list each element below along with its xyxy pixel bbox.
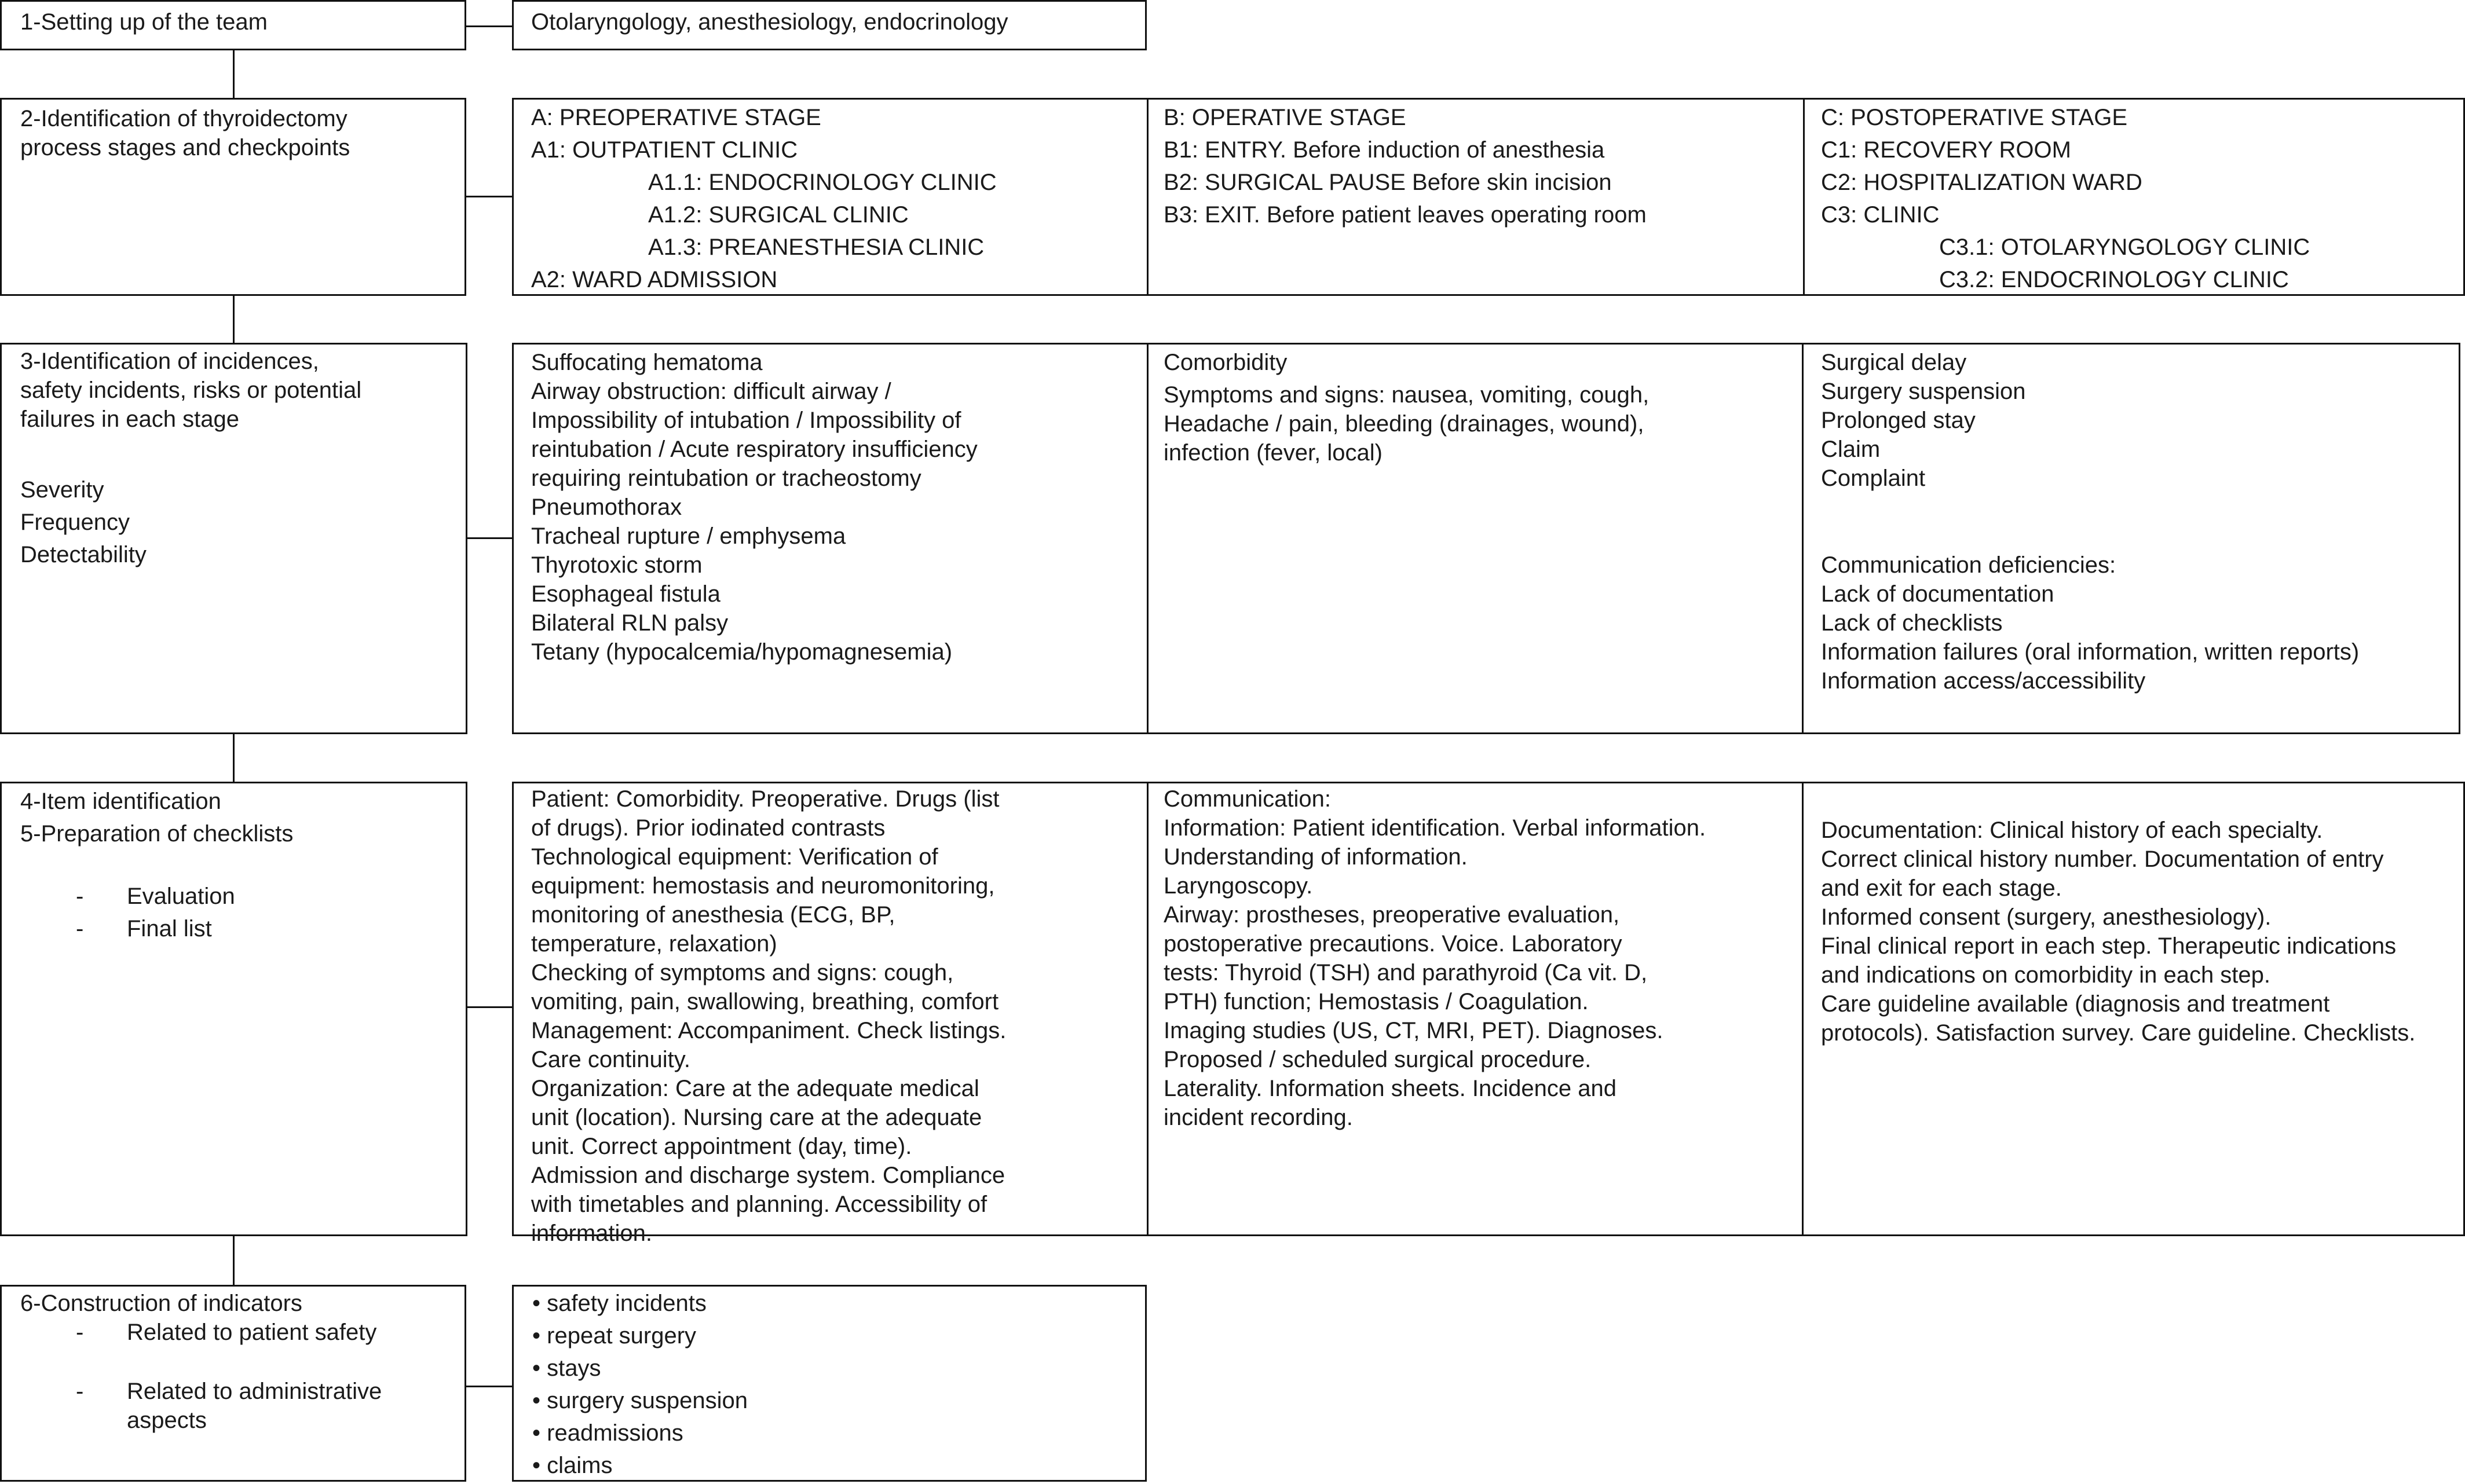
operative-item: B2: SURGICAL PAUSE Before skin incision: [1164, 170, 1612, 195]
items-table: [512, 782, 2465, 1246]
risk-item: Comorbidity: [1164, 350, 1288, 375]
indicators-box: [512, 1285, 1147, 1482]
bullet-icon: •: [532, 1323, 541, 1349]
item-line: Imaging studies (US, CT, MRI, PET). Diagnoses.: [1164, 1018, 1663, 1043]
connector-3-4: [233, 733, 235, 782]
step-2-title-line: 2-Identification of thyroidectomy: [20, 106, 348, 131]
items-col-1: [514, 783, 1147, 1249]
step-3-box: [0, 343, 467, 734]
item-line: vomiting, pain, swallowing, breathing, comfort: [531, 989, 999, 1014]
bullet-icon: •: [532, 1388, 541, 1413]
items-col-2: [1149, 783, 1802, 1133]
risk-item: Surgery suspension: [1821, 379, 2026, 404]
step-4-title-line: 5-Preparation of checklists: [20, 821, 294, 847]
indicator-item: [532, 1321, 1128, 1350]
indicator-category: [2, 1377, 446, 1435]
item-line: Management: Accompaniment. Check listings.: [531, 1018, 1007, 1043]
bullet-icon: •: [532, 1453, 541, 1478]
step-2-title-line: process stages and checkpoints: [20, 135, 350, 160]
risk-item: Claim: [1821, 437, 1881, 462]
clinic-item: A1.1: ENDOCRINOLOGY CLINIC: [648, 170, 997, 195]
connector-4-6: [233, 1235, 235, 1285]
indicator-text: claims: [547, 1453, 613, 1478]
item-line: and indications on comorbidity in each step.: [1821, 962, 2271, 988]
indicator-category-text: Related to administrative: [127, 1379, 382, 1404]
link-risks: [466, 537, 513, 539]
risk-item: Symptoms and signs: nausea, vomiting, cough,: [1164, 382, 1650, 408]
indicator-item: [532, 1289, 1128, 1318]
item-line: unit. Correct appointment (day, time).: [531, 1134, 912, 1159]
item-line: Laterality. Information sheets. Incidence and: [1164, 1076, 1616, 1101]
item-line: Laryngoscopy.: [1164, 873, 1313, 899]
risk-item: Lack of documentation: [1821, 581, 2054, 607]
risk-item: Headache / pain, bleeding (drainages, wound),: [1164, 411, 1644, 437]
criterion: Detectability: [20, 542, 147, 567]
indicator-text: safety incidents: [547, 1291, 707, 1316]
item-line: Proposed / scheduled surgical procedure.: [1164, 1047, 1592, 1072]
dash-item-text: Evaluation: [127, 884, 235, 909]
risk-item: Pneumothorax: [531, 494, 682, 520]
item-line: PTH) function; Hemostasis / Coagulation.: [1164, 989, 1589, 1014]
postoperative-sub-item: C3.1: OTOLARYNGOLOGY CLINIC: [1939, 234, 2310, 260]
connector-1-2: [233, 50, 235, 98]
team-box: [512, 0, 1147, 50]
item-line: Admission and discharge system. Compliance: [531, 1163, 1005, 1188]
item-line: monitoring of anesthesia (ECG, BP,: [531, 902, 895, 928]
item-line: of drugs). Prior iodinated contrasts: [531, 815, 886, 841]
item-line: protocols). Satisfaction survey. Care guideline. Checklists.: [1821, 1020, 2416, 1046]
step-3-title-line: failures in each stage: [20, 406, 240, 432]
postoperative-sub-item: C3.2: ENDOCRINOLOGY CLINIC: [1939, 267, 2289, 292]
item-line: Patient: Comorbidity. Preoperative. Drugs (list: [531, 786, 1000, 812]
risk-item: Information failures (oral information, written reports): [1821, 639, 2360, 665]
indicator-item: [532, 1354, 1128, 1383]
item-line: Informed consent (surgery, anesthesiology).: [1821, 904, 2272, 930]
postoperative-stage-cell: [1805, 100, 2465, 298]
item-line: and exit for each stage.: [1821, 875, 2062, 901]
indicator-text: surgery suspension: [547, 1388, 748, 1413]
operative-item: B1: ENTRY. Before induction of anesthesia: [1164, 137, 1605, 163]
indicator-text: readmissions: [547, 1420, 683, 1446]
item-line: incident recording.: [1164, 1105, 1353, 1130]
item-line: Understanding of information.: [1164, 844, 1468, 870]
operative-item: B3: EXIT. Before patient leaves operating room: [1164, 202, 1647, 228]
criterion: Frequency: [20, 510, 130, 535]
postoperative-item: C3: CLINIC: [1821, 202, 1940, 228]
preoperative-heading: A: PREOPERATIVE STAGE: [531, 105, 821, 130]
clinic-item: A1.2: SURGICAL CLINIC: [648, 202, 909, 228]
risk-item: Impossibility of intubation / Impossibility of: [531, 408, 961, 433]
item-line: Organization: Care at the adequate medical: [531, 1076, 979, 1101]
checklist-dash-item: [2, 914, 447, 943]
step-4-title-line: 4-Item identification: [20, 789, 221, 814]
postoperative-item: C1: RECOVERY ROOM: [1821, 137, 2071, 163]
clinic-item: A1.3: PREANESTHESIA CLINIC: [648, 234, 985, 260]
item-line: Checking of symptoms and signs: cough,: [531, 960, 954, 985]
risk-item: Communication deficiencies:: [1821, 552, 2116, 578]
indicator-text: repeat surgery: [547, 1323, 697, 1349]
outpatient-clinic: A1: OUTPATIENT CLINIC: [531, 137, 798, 163]
risk-item: Complaint: [1821, 466, 1926, 491]
operative-stage-cell: [1149, 100, 1803, 233]
bullet-icon: •: [532, 1355, 541, 1381]
step-3-title-line: 3-Identification of incidences,: [20, 349, 319, 374]
bullet-icon: •: [532, 1291, 541, 1316]
ward-admission: A2: WARD ADMISSION: [531, 267, 778, 292]
risk-item: Esophageal fistula: [531, 581, 721, 607]
item-line: Airway: prostheses, preoperative evaluation,: [1164, 902, 1620, 928]
risk-item: Bilateral RLN palsy: [531, 610, 729, 636]
item-line: tests: Thyroid (TSH) and parathyroid (Ca vit. D,: [1164, 960, 1648, 985]
link-indicators: [465, 1386, 513, 1387]
dash-mark: -: [76, 884, 84, 909]
item-line: Care guideline available (diagnosis and treatment: [1821, 991, 2330, 1017]
item-line: with timetables and planning. Accessibility of: [531, 1192, 988, 1217]
step-4-box: [0, 782, 467, 1236]
risk-item: Prolonged stay: [1821, 408, 1976, 433]
item-line: postoperative precautions. Voice. Laboratory: [1164, 931, 1622, 957]
indicator-category-text-block: [127, 1377, 382, 1435]
risk-item: infection (fever, local): [1164, 440, 1383, 466]
risk-item: reintubation / Acute respiratory insufficiency: [531, 437, 978, 462]
item-line: temperature, relaxation): [531, 931, 777, 957]
indicator-item: [532, 1419, 1128, 1448]
risks-col-1: [514, 345, 1147, 670]
item-line: Final clinical report in each step. Therapeutic indications: [1821, 933, 2397, 959]
link-items: [466, 1006, 513, 1008]
postoperative-item: C2: HOSPITALIZATION WARD: [1821, 170, 2142, 195]
risk-item: Tetany (hypocalcemia/hypomagnesemia): [531, 639, 953, 665]
step-1-title: 1-Setting up of the team: [20, 9, 268, 35]
link-team: [465, 25, 513, 27]
risk-item: Suffocating hematoma: [531, 350, 763, 375]
risk-item: Airway obstruction: difficult airway /: [531, 379, 891, 404]
item-line: Care continuity.: [531, 1047, 690, 1072]
risks-col-3: [1804, 345, 2460, 699]
bullet-icon: •: [532, 1420, 541, 1446]
indicator-text: stays: [547, 1355, 601, 1381]
risks-table: [512, 343, 2460, 734]
risk-item: requiring reintubation or tracheostomy: [531, 466, 921, 491]
items-col-3: [1804, 783, 2465, 1047]
item-heading: Communication:: [1164, 786, 1332, 812]
item-line: Technological equipment: Verification of: [531, 844, 938, 870]
criterion: Severity: [20, 477, 104, 503]
link-stages: [465, 196, 513, 197]
step-2-box: [0, 98, 466, 296]
risk-item: Information access/accessibility: [1821, 668, 2146, 694]
dash-mark: -: [76, 1320, 84, 1345]
item-line: equipment: hemostasis and neuromonitoring,: [531, 873, 995, 899]
step-6-box: [0, 1285, 466, 1482]
item-line: information.: [531, 1221, 652, 1246]
indicator-category-text: Related to patient safety: [127, 1320, 377, 1345]
risk-item: Surgical delay: [1821, 350, 1967, 375]
checklist-dash-item: [2, 882, 447, 911]
step-3-title-line: safety incidents, risks or potential: [20, 378, 362, 403]
step-1-box: [0, 0, 466, 50]
item-line: Correct clinical history number. Documentation of entry: [1821, 847, 2384, 872]
step-6-title: 6-Construction of indicators: [20, 1291, 302, 1316]
team-text: Otolaryngology, anesthesiology, endocrinology: [531, 9, 1008, 35]
risk-item: Lack of checklists: [1821, 610, 2003, 636]
item-line: Information: Patient identification. Verbal information.: [1164, 815, 1706, 841]
risk-item: Thyrotoxic storm: [531, 552, 703, 578]
dash-item-text: Final list: [127, 916, 212, 941]
indicator-category-text: aspects: [127, 1408, 207, 1433]
dash-mark: -: [76, 916, 84, 941]
indicator-item: [532, 1386, 1128, 1415]
indicator-item: [532, 1451, 1128, 1480]
connector-2-3: [233, 294, 235, 343]
risks-col-2: [1149, 345, 1802, 471]
item-line: Documentation: Clinical history of each specialty.: [1821, 818, 2323, 843]
item-line: unit (location). Nursing care at the adequate: [531, 1105, 982, 1130]
indicator-category: [2, 1318, 446, 1347]
operative-heading: B: OPERATIVE STAGE: [1164, 105, 1406, 130]
dash-mark: -: [76, 1379, 84, 1404]
postoperative-heading: C: POSTOPERATIVE STAGE: [1821, 105, 2128, 130]
stages-table: [512, 98, 2465, 296]
risk-item: Tracheal rupture / emphysema: [531, 523, 846, 549]
preoperative-stage-cell: [514, 100, 1147, 298]
